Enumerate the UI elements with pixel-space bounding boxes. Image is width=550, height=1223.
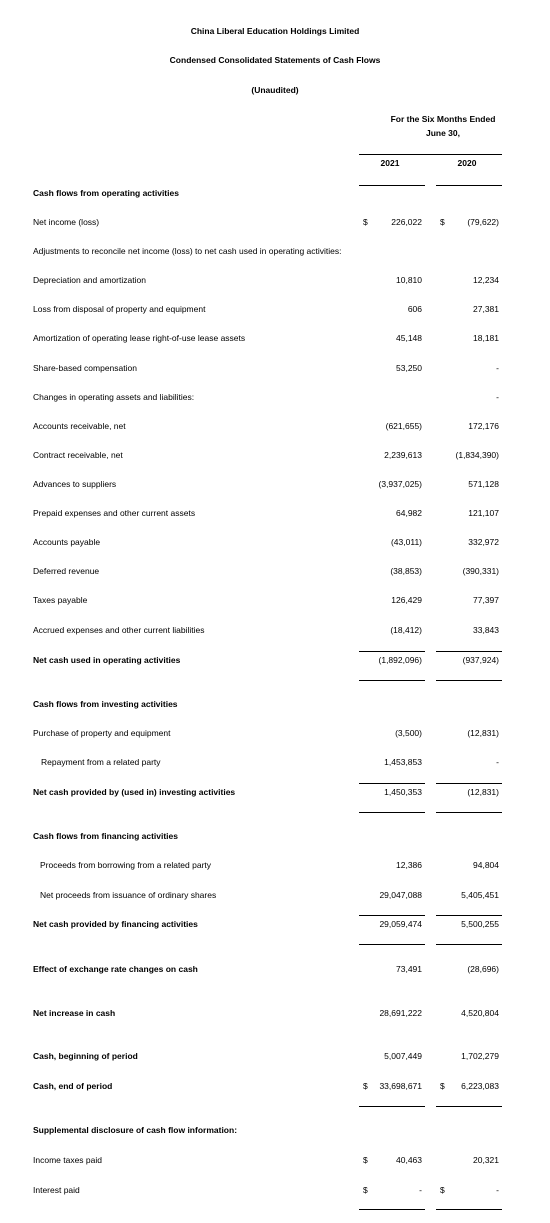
statement-row (0, 624, 550, 636)
value-2020: 5,405,451 (461, 890, 499, 900)
currency-symbol: $ (363, 1185, 368, 1195)
row-label: Proceeds from borrowing from a related party (40, 860, 212, 870)
row-label: Net cash used in operating activities (33, 655, 181, 665)
row-label: Net cash provided by financing activities (33, 919, 198, 929)
statement-row (0, 1050, 550, 1062)
row-label: Cash, end of period (33, 1081, 113, 1091)
company-name: China Liberal Education Holdings Limited (190, 26, 360, 36)
subtotal-rule (359, 651, 425, 652)
value-2021: (3,500) (395, 728, 422, 738)
value-2021: (1,892,096) (378, 655, 422, 665)
statement-row (0, 918, 550, 930)
value-2021: 53,250 (396, 363, 422, 373)
statement-row (0, 536, 550, 548)
total-rule (359, 1106, 425, 1107)
statement-row (0, 594, 550, 606)
statement-row (0, 449, 550, 461)
subtotal-rule (359, 783, 425, 784)
statement-row (0, 963, 550, 975)
value-2020: 571,128 (468, 479, 499, 489)
value-2020: (937,924) (462, 655, 499, 665)
value-2021: 64,982 (396, 508, 422, 518)
value-2021: 226,022 (391, 217, 422, 227)
subtotal-rule (359, 944, 425, 945)
value-2020: - (496, 757, 499, 767)
value-2020: 5,500,255 (461, 919, 499, 929)
year-2020-header: 2020 (457, 158, 477, 168)
value-2020: 1,702,279 (461, 1051, 499, 1061)
value-2020: 12,234 (473, 275, 499, 285)
row-label: Accounts payable (33, 537, 101, 547)
currency-symbol: $ (363, 217, 368, 227)
row-label: Income taxes paid (33, 1155, 102, 1165)
period-header (368, 112, 518, 140)
value-2021: 33,698,671 (379, 1081, 422, 1091)
value-2020: 6,223,083 (461, 1081, 499, 1091)
value-2021: 40,463 (396, 1155, 422, 1165)
value-2021: 606 (407, 304, 422, 314)
statement-row (0, 478, 550, 490)
value-2021: (18,412) (390, 625, 422, 635)
row-label: Cash flows from financing activities (33, 831, 179, 841)
statement-row (0, 830, 550, 842)
value-2020: - (496, 1185, 499, 1195)
currency-symbol: $ (363, 1081, 368, 1091)
row-label: Loss from disposal of property and equipment (33, 304, 206, 314)
row-label: Net income (loss) (33, 217, 100, 227)
statement-row (0, 216, 550, 228)
row-label: Deferred revenue (33, 566, 100, 576)
value-2020: (79,622) (467, 217, 499, 227)
statement-row (0, 727, 550, 739)
value-2021: (3,937,025) (378, 479, 422, 489)
value-2021: 29,059,474 (379, 919, 422, 929)
value-2021: 1,453,853 (384, 757, 422, 767)
value-2021: 1,450,353 (384, 787, 422, 797)
statement-row (0, 507, 550, 519)
value-2020: (28,696) (467, 964, 499, 974)
statement-row (0, 391, 550, 403)
value-2020: 27,381 (473, 304, 499, 314)
value-2021: 73,491 (396, 964, 422, 974)
unaudited-note: (Unaudited) (251, 85, 299, 95)
value-2020: 332,972 (468, 537, 499, 547)
value-2020: 94,804 (473, 860, 499, 870)
column-rule (436, 185, 502, 186)
total-rule (359, 1209, 425, 1210)
subtotal-rule (436, 944, 502, 945)
subtotal-rule (436, 651, 502, 652)
row-label: Net increase in cash (33, 1008, 116, 1018)
row-label: Cash flows from investing activities (33, 699, 178, 709)
value-2020: (12,831) (467, 787, 499, 797)
statement-row (0, 332, 550, 344)
value-2021: (43,011) (390, 537, 422, 547)
subtotal-rule (436, 680, 502, 681)
statement-row (0, 1154, 550, 1166)
value-2021: - (419, 1185, 422, 1195)
row-label: Repayment from a related party (41, 757, 161, 767)
value-2021: 29,047,088 (379, 890, 422, 900)
row-label: Cash, beginning of period (33, 1051, 138, 1061)
statement-row (0, 420, 550, 432)
value-2021: 126,429 (391, 595, 422, 605)
value-2020: 77,397 (473, 595, 499, 605)
statement-row (0, 1184, 550, 1196)
total-rule (436, 1209, 502, 1210)
row-label: Prepaid expenses and other current assets (33, 508, 196, 518)
header-rule (359, 154, 502, 155)
row-label: Supplemental disclosure of cash flow information: (33, 1125, 238, 1135)
value-2021: 28,691,222 (379, 1008, 422, 1018)
value-2021: (621,655) (385, 421, 422, 431)
row-label: Cash flows from operating activities (33, 188, 179, 198)
row-label: Net cash provided by (used in) investing activities (33, 787, 236, 797)
row-label: Accrued expenses and other current liabilities (33, 625, 205, 635)
value-2021: (38,853) (390, 566, 422, 576)
statement-row (0, 303, 550, 315)
subtotal-rule (436, 915, 502, 916)
value-2020: (12,831) (467, 728, 499, 738)
statement-row (0, 698, 550, 710)
subtotal-rule (359, 680, 425, 681)
statement-title: Condensed Consolidated Statements of Cash Flows (169, 55, 381, 65)
row-label: Adjustments to reconcile net income (loss) to net cash used in operating activities: (33, 246, 342, 256)
row-label: Advances to suppliers (33, 479, 117, 489)
statement-row (0, 1007, 550, 1019)
statement-row (0, 1080, 550, 1092)
year-2021-header: 2021 (380, 158, 400, 168)
subtotal-rule (436, 783, 502, 784)
currency-symbol: $ (440, 1185, 445, 1195)
value-2021: 45,148 (396, 333, 422, 343)
subtotal-rule (359, 812, 425, 813)
row-label: Depreciation and amortization (33, 275, 146, 285)
statement-row (0, 1124, 550, 1136)
value-2020: 33,843 (473, 625, 499, 635)
row-label: Accounts receivable, net (33, 421, 126, 431)
row-label: Net proceeds from issuance of ordinary shares (40, 890, 217, 900)
statement-row (0, 786, 550, 798)
row-label: Effect of exchange rate changes on cash (33, 964, 198, 974)
statement-row (0, 187, 550, 199)
value-2020: - (496, 392, 499, 402)
row-label: Purchase of property and equipment (33, 728, 171, 738)
subtotal-rule (359, 915, 425, 916)
subtotal-rule (436, 812, 502, 813)
statement-row (0, 889, 550, 901)
value-2021: 5,007,449 (384, 1051, 422, 1061)
value-2021: 2,239,613 (384, 450, 422, 460)
value-2020: 4,520,804 (461, 1008, 499, 1018)
value-2020: (390,331) (462, 566, 499, 576)
row-label: Amortization of operating lease right-of-use lease assets (33, 333, 246, 343)
value-2021: 10,810 (396, 275, 422, 285)
row-label: Taxes payable (33, 595, 88, 605)
currency-symbol: $ (363, 1155, 368, 1165)
value-2021: 12,386 (396, 860, 422, 870)
value-2020: 172,176 (468, 421, 499, 431)
period-line-2: June 30, (425, 128, 461, 138)
period-line-1: For the Six Months Ended (390, 114, 496, 124)
value-2020: - (496, 363, 499, 373)
currency-symbol: $ (440, 1081, 445, 1091)
statement-row (0, 654, 550, 666)
currency-symbol: $ (440, 217, 445, 227)
value-2020: 20,321 (473, 1155, 499, 1165)
statement-row (0, 245, 550, 257)
row-label: Contract receivable, net (33, 450, 123, 460)
statement-row (0, 859, 550, 871)
statement-row (0, 362, 550, 374)
value-2020: (1,834,390) (455, 450, 499, 460)
statement-row (0, 565, 550, 577)
value-2020: 121,107 (468, 508, 499, 518)
statement-row (0, 274, 550, 286)
row-label: Share-based compensation (33, 363, 137, 373)
row-label: Changes in operating assets and liabilities: (33, 392, 195, 402)
value-2020: 18,181 (473, 333, 499, 343)
column-rule (359, 185, 425, 186)
total-rule (436, 1106, 502, 1107)
statement-row (0, 756, 550, 768)
row-label: Interest paid (33, 1185, 80, 1195)
